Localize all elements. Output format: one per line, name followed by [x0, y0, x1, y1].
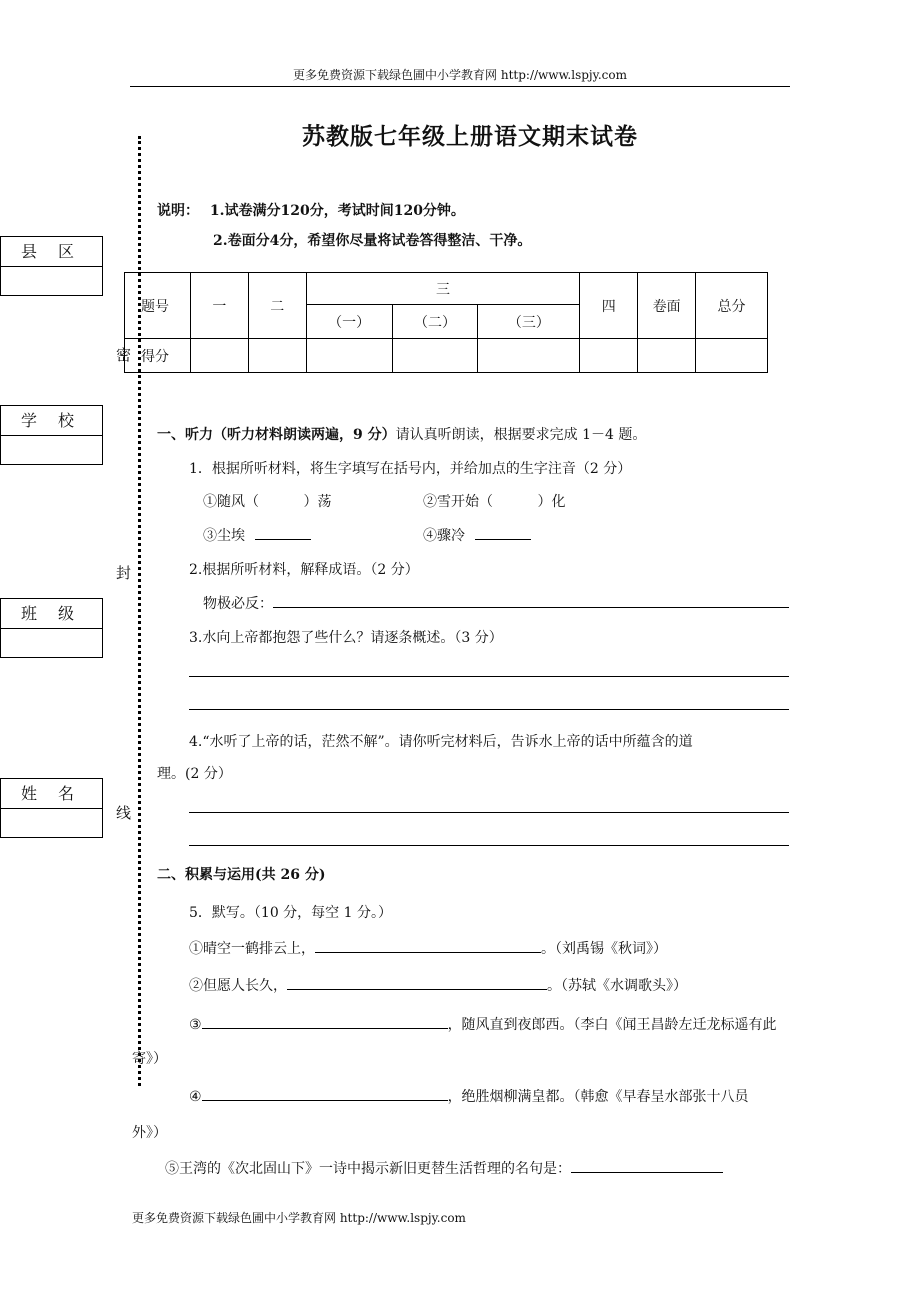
- q1-item-d-label: ④骤冷: [423, 528, 465, 544]
- header-col-3-sub-3: （三）: [478, 305, 580, 339]
- q4-answer-line[interactable]: [189, 812, 789, 813]
- q5-line-1-post: 。（刘禹锡《秋词》）: [541, 941, 667, 957]
- q5-line-3-cont: 寄》）: [132, 1051, 167, 1067]
- q5-line-4: [189, 1086, 749, 1106]
- instruction-line-2: 2.卷面分4分，希望你尽量将试卷答得整洁、干净。: [213, 233, 532, 249]
- q5-blank-2[interactable]: [287, 975, 547, 990]
- q1-item-b: ②雪开始（ ）化: [423, 494, 566, 510]
- q5-line-4-post: ，绝胜烟柳满皇都。（韩愈《早春呈水部张十八员: [447, 1089, 749, 1105]
- q1-blank-d[interactable]: [475, 525, 531, 540]
- q1-blank-c[interactable]: [255, 525, 311, 540]
- question-4-cont: 理。(2 分）: [157, 766, 232, 782]
- score-cell[interactable]: [248, 339, 306, 373]
- section-1-instruction: 请认真听朗读，根据要求完成 1－4 题。: [395, 427, 647, 443]
- q5-line-1-pre: ①晴空一鹤排云上，: [189, 941, 315, 957]
- q5-line-5-text: ⑤王湾的《次北固山下》一诗中揭示新旧更替生活哲理的名句是：: [165, 1161, 571, 1177]
- seal-char-feng: 封: [116, 564, 132, 582]
- header-col-total: 总分: [696, 273, 768, 339]
- q5-line-5: [165, 1158, 723, 1178]
- school-box: [0, 405, 103, 465]
- page-footer: 更多免费资源下载绿色圃中小学教育网 http://www.lspjy.com: [132, 1211, 466, 1225]
- header-col-4: 四: [580, 273, 638, 339]
- q2-answer-line[interactable]: [273, 607, 789, 608]
- seal-char-mi: 密: [116, 346, 132, 364]
- name-label: 姓 名: [1, 779, 102, 809]
- q1-item-a: ①随风（ ）荡: [203, 494, 332, 510]
- instructions-label: 说明：: [157, 203, 199, 219]
- q5-line-1: [189, 938, 667, 958]
- q5-blank-4[interactable]: [202, 1086, 448, 1101]
- q3-answer-line[interactable]: [189, 709, 789, 710]
- school-field[interactable]: [1, 436, 102, 464]
- q5-line-4-cont: 外》）: [132, 1125, 167, 1141]
- q4-answer-line[interactable]: [189, 845, 789, 846]
- q2-item-label: 物极必反：: [203, 596, 273, 612]
- score-cell[interactable]: [580, 339, 638, 373]
- seal-char-xian: 线: [116, 804, 132, 822]
- q5-blank-5[interactable]: [571, 1158, 723, 1173]
- instruction-line-1: 1.试卷满分120分，考试时间120分钟。: [209, 203, 465, 219]
- name-box: [0, 778, 103, 838]
- header-col-3: 三: [306, 273, 580, 305]
- q1-item-c: [203, 525, 311, 545]
- class-label: 班 级: [1, 599, 102, 629]
- question-2: 2.根据所听材料，解释成语。（2 分）: [189, 562, 419, 578]
- q3-answer-line[interactable]: [189, 676, 789, 677]
- score-cell[interactable]: [306, 339, 392, 373]
- section-1-title: 一、听力（听力材料朗读两遍，9 分）: [157, 427, 396, 443]
- q1-item-d: [423, 525, 531, 545]
- score-table: [124, 272, 768, 373]
- q5-line-4-pre: ④: [189, 1089, 202, 1105]
- score-cell[interactable]: [392, 339, 478, 373]
- county-field[interactable]: [1, 267, 102, 295]
- header-rule: [130, 86, 790, 87]
- score-cell[interactable]: [478, 339, 580, 373]
- q5-line-2: [189, 975, 687, 995]
- section-2-heading: 二、积累与运用(共 26 分): [157, 867, 326, 883]
- question-1: 1．根据所听材料，将生字填写在括号内，并给加点的生字注音（2 分）: [189, 461, 632, 477]
- page-header: 更多免费资源下载绿色圃中小学教育网 http://www.lspjy.com: [293, 68, 627, 82]
- q5-blank-3[interactable]: [202, 1014, 448, 1029]
- score-cell[interactable]: [190, 339, 248, 373]
- class-box: [0, 598, 103, 658]
- q5-line-2-post: 。（苏轼《水调歌头》）: [547, 978, 687, 994]
- school-label: 学 校: [1, 406, 102, 436]
- header-col-1: 一: [190, 273, 248, 339]
- county-box: [0, 236, 103, 296]
- name-field[interactable]: [1, 809, 102, 837]
- q5-line-3-post: ，随风直到夜郎西。（李白《闻王昌龄左迁龙标遥有此: [447, 1017, 777, 1033]
- q1-item-c-label: ③尘埃: [203, 528, 245, 544]
- header-question-no: 题号: [125, 273, 191, 339]
- header-col-neatness: 卷面: [638, 273, 696, 339]
- question-5: 5．默写。（10 分，每空 1 分。）: [189, 905, 392, 921]
- q5-blank-1[interactable]: [315, 938, 541, 953]
- q5-line-2-pre: ②但愿人长久，: [189, 978, 287, 994]
- exam-title: 苏教版七年级上册语文期末试卷: [302, 123, 638, 150]
- header-col-3-sub-1: （一）: [306, 305, 392, 339]
- score-cell[interactable]: [696, 339, 768, 373]
- q5-line-3-pre: ③: [189, 1017, 202, 1033]
- header-col-2: 二: [248, 273, 306, 339]
- instructions: [157, 200, 465, 220]
- header-col-3-sub-2: （二）: [392, 305, 478, 339]
- score-row-label: 得分: [125, 339, 191, 373]
- question-4: 4.“水听了上帝的话，茫然不解”。请你听完材料后，告诉水上帝的话中所蕴含的道: [189, 734, 693, 750]
- county-label: 县 区: [1, 237, 102, 267]
- question-3: 3.水向上帝都抱怨了些什么？请逐条概述。（3 分）: [189, 630, 503, 646]
- section-1-heading: [157, 424, 646, 444]
- q5-line-3: [189, 1014, 777, 1034]
- score-cell[interactable]: [638, 339, 696, 373]
- class-field[interactable]: [1, 629, 102, 657]
